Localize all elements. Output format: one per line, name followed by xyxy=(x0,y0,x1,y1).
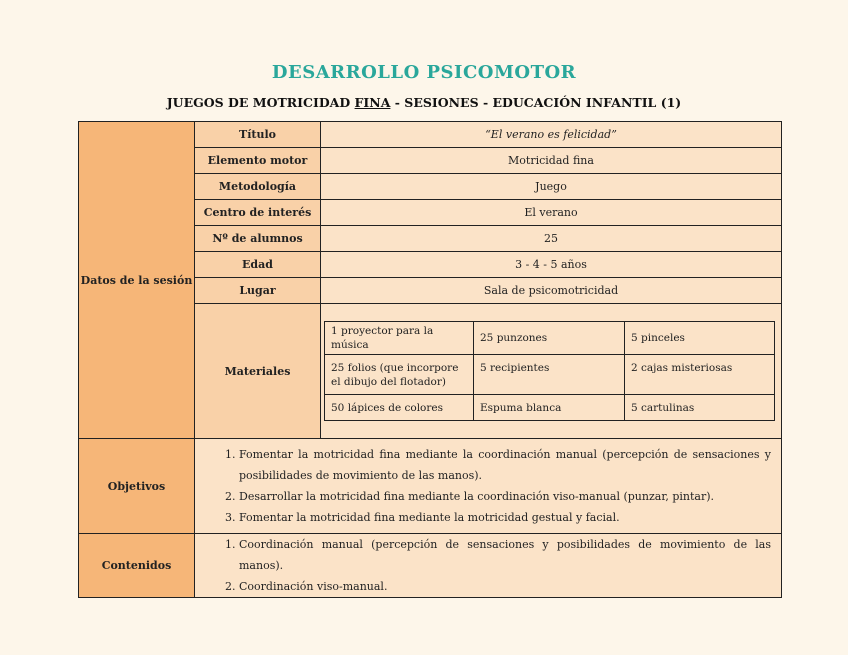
label-alumnos: Nº de alumnos xyxy=(195,226,321,252)
subtitle-underlined: FINA xyxy=(354,95,391,110)
label-contenidos: Contenidos xyxy=(79,534,195,598)
session-table xyxy=(78,121,782,598)
value-metodologia: Juego xyxy=(321,174,782,200)
objectives-list xyxy=(195,444,781,528)
value-edad: 3 - 4 - 5 años xyxy=(321,252,782,278)
label-objetivos: Objetivos xyxy=(79,439,195,534)
value-titulo: “El verano es felicidad” xyxy=(321,122,782,148)
objective-item: 3. Fomentar la motricidad fina mediante la motricidad gestual y facial. xyxy=(239,507,771,528)
row-titulo xyxy=(79,122,782,148)
material-item: Espuma blanca xyxy=(474,395,625,421)
objective-item: 1. Fomentar la motricidad fina mediante la coordinación manual (percepción de sensaciones y posibilidades de movimiento de las manos). xyxy=(239,444,771,486)
label-titulo: Título xyxy=(195,122,321,148)
label-materiales: Materiales xyxy=(195,304,321,439)
material-item: 50 lápices de colores xyxy=(325,395,474,421)
material-item: 5 pinceles xyxy=(625,322,775,355)
materials-cell xyxy=(321,304,782,439)
objectives-cell xyxy=(195,439,782,534)
material-item: 1 proyector para la música xyxy=(325,322,474,355)
label-centro-interes: Centro de interés xyxy=(195,200,321,226)
materials-row xyxy=(325,355,775,395)
label-metodologia: Metodología xyxy=(195,174,321,200)
label-edad: Edad xyxy=(195,252,321,278)
contents-cell xyxy=(195,534,782,598)
objective-item: 2. Desarrollar la motricidad fina mediante la coordinación viso-manual (punzar, pintar). xyxy=(239,486,771,507)
material-item: 5 recipientes xyxy=(474,355,625,395)
section-label-datos: Datos de la sesión xyxy=(79,122,195,439)
content-item: 1. Coordinación manual (percepción de sensaciones y posibilidades de movimiento de las manos). xyxy=(239,534,771,576)
subtitle-suffix: - SESIONES - EDUCACIÓN INFANTIL (1) xyxy=(390,95,682,110)
value-alumnos: 25 xyxy=(321,226,782,252)
content-item: 2. Coordinación viso-manual. xyxy=(239,576,771,597)
page-title: DESARROLLO PSICOMOTOR xyxy=(271,62,577,83)
value-centro-interes: El verano xyxy=(321,200,782,226)
value-elemento-motor: Motricidad fina xyxy=(321,148,782,174)
material-item: 5 cartulinas xyxy=(625,395,775,421)
subtitle-prefix: JUEGOS DE MOTRICIDAD xyxy=(166,95,355,110)
material-item: 25 punzones xyxy=(474,322,625,355)
material-item: 2 cajas misteriosas xyxy=(625,355,775,395)
material-item: 25 folios (que incorpore el dibujo del flotador) xyxy=(325,355,474,395)
value-lugar: Sala de psicomotricidad xyxy=(321,278,782,304)
label-lugar: Lugar xyxy=(195,278,321,304)
materials-row xyxy=(325,395,775,421)
label-elemento-motor: Elemento motor xyxy=(195,148,321,174)
materials-table xyxy=(324,321,775,421)
row-contenidos xyxy=(79,534,782,598)
page-subtitle xyxy=(0,95,848,110)
row-objetivos xyxy=(79,439,782,534)
materials-row xyxy=(325,322,775,355)
contents-list xyxy=(195,534,781,597)
